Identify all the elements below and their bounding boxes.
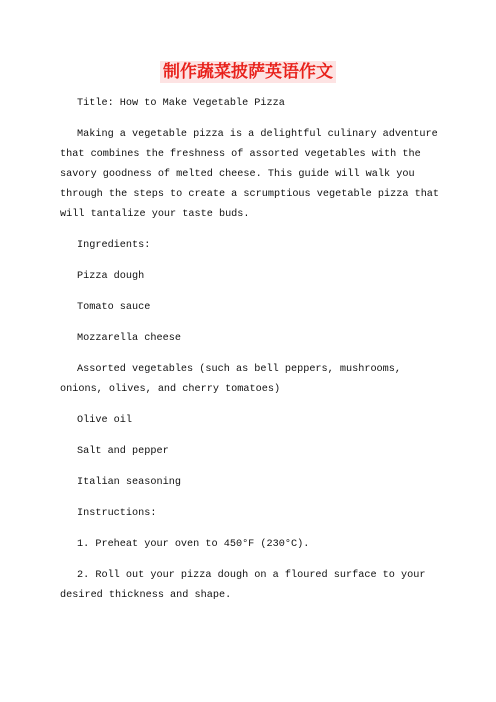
instruction-step: 1. Preheat your oven to 450°F (230°C). bbox=[77, 539, 310, 550]
ingredient-item: Mozzarella cheese bbox=[77, 333, 181, 344]
document-heading bbox=[0, 61, 496, 83]
document-body bbox=[60, 94, 440, 617]
ingredient-item: Salt and pepper bbox=[77, 446, 169, 457]
ingredient-item: Olive oil bbox=[77, 415, 133, 426]
heading-text: 制作蔬菜披萨英语作文 bbox=[160, 61, 336, 83]
ingredient-item: Italian seasoning bbox=[77, 477, 181, 488]
ingredient-item: Assorted vegetables (such as bell peppers, mushrooms, onions, olives, and cherry tomatoes) bbox=[60, 364, 402, 395]
paragraph-intro: Making a vegetable pizza is a delightful culinary adventure that combines the freshness of assorted vegetables with the savory goodness of melted cheese. This guide will walk you through the steps to create a scrumptious vegetable pizza that will tantalize your taste buds. bbox=[60, 129, 440, 220]
ingredient-item: Tomato sauce bbox=[77, 302, 151, 313]
instruction-step: 2. Roll out your pizza dough on a floured surface to your desired thickness and shape. bbox=[60, 570, 426, 601]
paragraph-ingredients-heading: Ingredients: bbox=[77, 240, 151, 251]
paragraph-title: Title: How to Make Vegetable Pizza bbox=[77, 98, 285, 109]
paragraph-instructions-heading: Instructions: bbox=[77, 508, 157, 519]
ingredient-item: Pizza dough bbox=[77, 271, 145, 282]
